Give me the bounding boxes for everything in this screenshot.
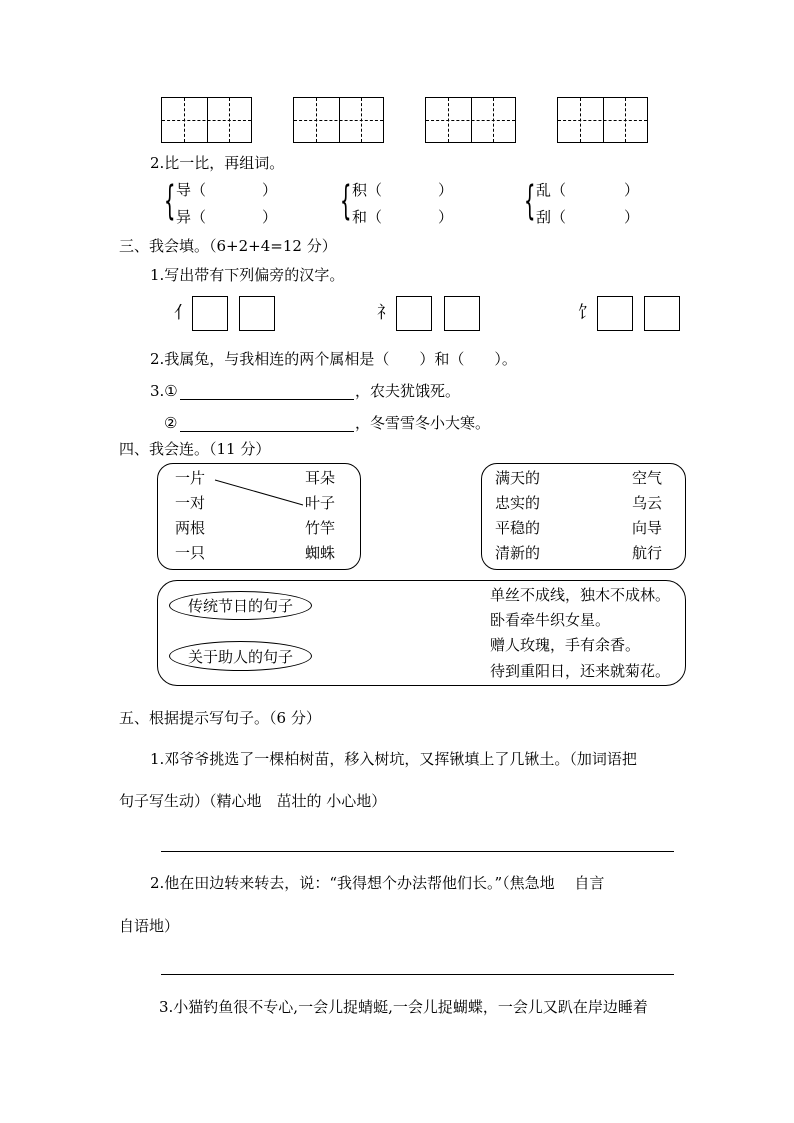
pair-2-a: 积（ [352, 181, 383, 199]
section-3-title: 三、我会填。（6+2+4=12 分） [119, 237, 337, 255]
box2-right-2: 乌云 [632, 494, 663, 512]
brace-1: { [164, 178, 176, 224]
box1-right-4: 蜘蛛 [305, 544, 336, 562]
sec5-q1-line2: 句子写生动）（精心地 茁壮的 小心地） [119, 792, 387, 810]
brace-2: { [340, 178, 352, 224]
box2-right-3: 向导 [632, 519, 663, 537]
sentence-3: 赠人玫瑰，手有余香。 [490, 636, 641, 654]
sentence-2: 卧看牵牛织女星。 [490, 611, 611, 629]
pair-1-a: 导（ [176, 181, 207, 199]
sec3-q3-2-prefix: ② [164, 414, 178, 432]
brace-3: { [524, 178, 536, 224]
box2-left-1: 满天的 [495, 469, 541, 487]
sec5-q3-line1: 3.小猫钓鱼很不专心,一会儿捉蜻蜓,一会儿捉蝴蝶，一会儿又趴在岸边睡着 [159, 998, 648, 1016]
box2-left-3: 平稳的 [495, 519, 541, 537]
pair-2-b-close: ） [438, 208, 454, 226]
box1-left-3: 两根 [175, 519, 206, 537]
sentence-4: 待到重阳日，还来就菊花。 [490, 662, 671, 680]
box2-left-2: 忠实的 [495, 494, 541, 512]
section-4-title: 四、我会连。（11 分） [119, 440, 271, 458]
box2-right-1: 空气 [632, 469, 663, 487]
sec3-q1: 1.写出带有下列偏旁的汉字。 [150, 266, 345, 284]
box1-left-4: 一只 [175, 544, 206, 562]
category-oval-2[interactable]: 关于助人的句子 [169, 641, 312, 671]
box1-left-1: 一片 [175, 469, 206, 487]
sec3-q2: 2.我属兔，与我相连的两个属相是（ ）和（ ）。 [150, 350, 517, 368]
pair-2-b: 和（ [352, 208, 383, 226]
box2-right-4: 航行 [632, 544, 663, 562]
box2-left-4: 清新的 [495, 544, 541, 562]
box1-left-2: 一对 [175, 494, 206, 512]
box1-right-3: 竹竿 [305, 519, 336, 537]
box1-right-1: 耳朵 [305, 469, 336, 487]
category-oval-1[interactable]: 传统节日的句子 [169, 591, 312, 620]
radical-3: 饣 [578, 303, 595, 323]
sec5-q1-line1: 1.邓爷爷挑选了一棵柏树苗，移入树坑，又挥锹填上了几锹土。（加词语把 [150, 750, 637, 768]
pair-3-b: 刮（ [536, 208, 567, 226]
pair-3-b-close: ） [624, 208, 640, 226]
box1-right-2: 叶子 [305, 494, 336, 512]
section-5-title: 五、根据提示写句子。（6 分） [119, 709, 321, 727]
sec5-q2-line2: 自语地） [119, 917, 180, 935]
radical-1: 亻 [174, 303, 191, 323]
sec3-q3-1-suffix: ，农夫犹饿死。 [355, 382, 461, 400]
answer-line-2[interactable] [161, 974, 674, 975]
radical-2: 礻 [377, 303, 394, 323]
answer-line-1[interactable] [161, 851, 674, 852]
pair-1-a-close: ） [262, 181, 278, 199]
pair-1-b: 异（ [176, 208, 207, 226]
sentence-1: 单丝不成线，独木不成林。 [490, 586, 671, 604]
sec3-q3-1-prefix: 3.① [150, 382, 178, 400]
q2-title: 2.比一比，再组词。 [150, 154, 285, 172]
pair-2-a-close: ） [438, 181, 454, 199]
sec3-q3-2-suffix: ，冬雪雪冬小大寒。 [355, 414, 491, 432]
pair-3-a-close: ） [624, 181, 640, 199]
pair-1-b-close: ） [262, 208, 278, 226]
sec5-q2-line1: 2.他在田边转来转去，说：“我得想个办法帮他们长。”（焦急地 自言 [150, 874, 605, 892]
pair-3-a: 乱（ [536, 181, 567, 199]
